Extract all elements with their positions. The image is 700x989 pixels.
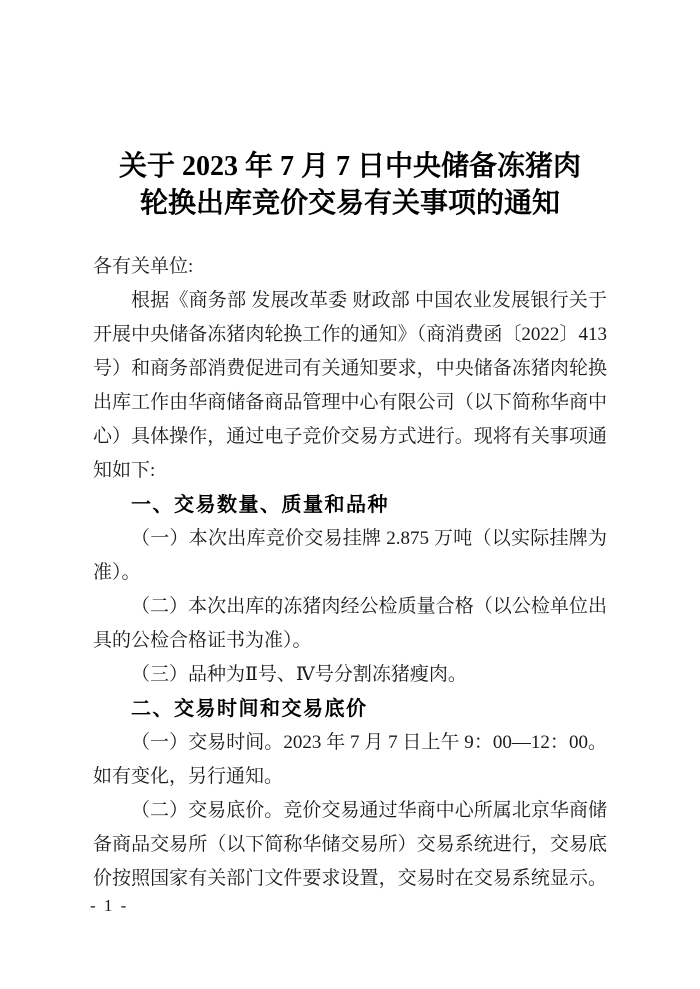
body-line: （三）品种为Ⅱ号、Ⅳ号分割冻猪瘦肉。 — [131, 664, 467, 685]
document-body — [93, 250, 607, 896]
body-line: 开展中央储备冻猪肉轮换工作的通知》（商消费函〔2022〕413 — [93, 324, 607, 345]
body-line: 号）和商务部消费促进司有关通知要求，中央储备冻猪肉轮换 — [93, 358, 607, 379]
document-content — [0, 148, 700, 896]
body-line: 具的公检合格证书为准）。 — [93, 630, 312, 651]
document-title — [93, 148, 607, 222]
page-number: - 1 - — [90, 896, 129, 915]
section-heading-1: 一、交易数量、质量和品种 — [131, 494, 389, 516]
body-line: 出库工作由华商储备商品管理中心有限公司（以下简称华商中 — [93, 392, 607, 413]
body-line: 心）具体操作，通过电子竞价交易方式进行。现将有关事项通 — [93, 426, 607, 447]
body-line: 价按照国家有关部门文件要求设置，交易时在交易系统显示。 — [93, 868, 607, 889]
body-line: （二）本次出库的冻猪肉经公检质量合格（以公检单位出 — [131, 596, 607, 617]
body-line: 知如下: — [93, 460, 156, 481]
body-line: （二）交易底价。竞价交易通过华商中心所属北京华商储 — [131, 800, 607, 821]
title-line-1: 关于 2023 年 7 月 7 日中央储备冻猪肉 — [118, 151, 581, 182]
body-line: （一）交易时间。2023 年 7 月 7 日上午 9：00—12：00。 — [131, 732, 607, 753]
body-line: 如有变化，另行通知。 — [93, 766, 284, 787]
title-line-2: 轮换出库竞价交易有关事项的通知 — [139, 188, 560, 219]
salutation: 各有关单位: — [93, 256, 194, 277]
body-line: （一）本次出库竞价交易挂牌 2.875 万吨（以实际挂牌为 — [131, 528, 607, 549]
body-line: 准）。 — [93, 562, 141, 583]
body-line: 备商品交易所（以下简称华储交易所）交易系统进行，交易底 — [93, 834, 607, 855]
section-heading-2: 二、交易时间和交易底价 — [131, 698, 368, 720]
body-line: 根据《商务部 发展改革委 财政部 中国农业发展银行关于 — [131, 290, 607, 311]
